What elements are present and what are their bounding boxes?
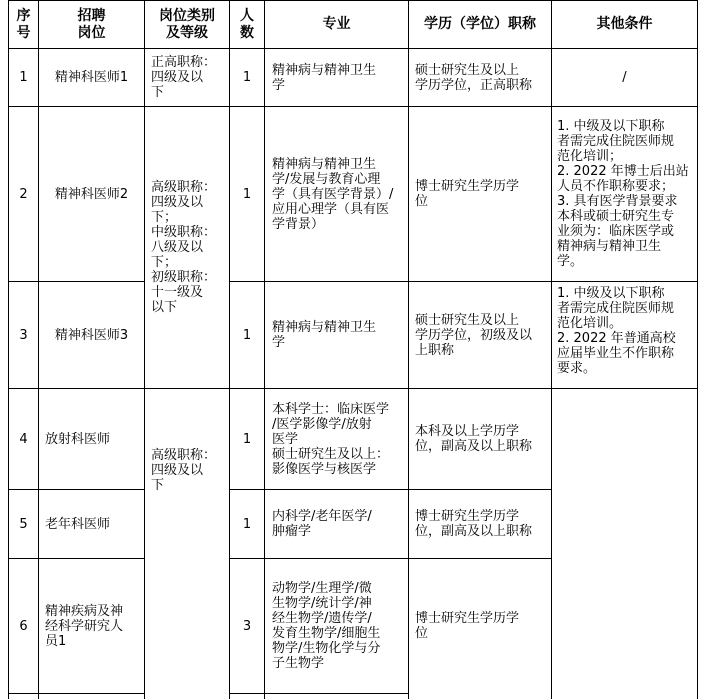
row6-major: 动物学/生理学/微 生物学/统计学/神 经生物学/遗传学/ 发育生物学/细胞生 物学/生物化学与分 子生物学: [272, 581, 381, 671]
row1-other: /: [622, 70, 627, 85]
row4-position: 放射科医师: [45, 431, 111, 447]
header-count: 人 数: [240, 7, 254, 41]
row4-seq: 4: [19, 431, 28, 447]
row6-position: 精神疾病及神 经科学研究人 员1: [45, 603, 124, 649]
row3-other: 1. 中级及以下职称 者需完成住院医师规 范化培训。 2. 2022 年普通高校 应届毕业生不作职称 要求。: [557, 286, 676, 376]
header-category: 岗位类别 及等级: [159, 7, 215, 41]
row4-degree: 本科及以上学历学 位，副高及以上职称: [415, 424, 533, 454]
header-degree: 学历（学位）职称: [424, 16, 536, 32]
header-seq: 序 号: [16, 7, 31, 41]
row2-other: 1. 中级及以下职称 者需完成住院医师规 范化培训； 2. 2022 年博士后出站 人员不作职称要求； 3. 具有医学背景要求 本科或硕士研究生专 业须为：临床医学或 精神病与精神卫生 学。: [557, 119, 689, 269]
rows2-3-category: 高级职称： 四级及以 下； 中级职称： 八级及以 下； 初级职称： 十一级及 以下: [151, 180, 217, 315]
row2-position: 精神科医师2: [54, 186, 129, 202]
row3-position: 精神科医师3: [54, 327, 129, 343]
row3-seq: 3: [19, 327, 28, 343]
row3-degree: 硕士研究生及以上 学历学位，初级及以 上职称: [415, 312, 533, 358]
row6-seq: 6: [19, 618, 28, 634]
row4-major: 本科学士：临床医学 /医学影像学/放射 医学 硕士研究生及以上： 影像医学与核医学: [272, 401, 390, 477]
row1-degree: 硕士研究生及以上 学历学位，正高职称: [415, 62, 533, 93]
row3-major: 精神病与精神卫生 学: [272, 320, 377, 350]
row5-seq: 5: [19, 516, 28, 532]
row5-position: 老年科医师: [45, 516, 111, 532]
row5-major: 内科学/老年医学/ 肿瘤学: [272, 509, 372, 539]
row2-seq: 2: [19, 186, 28, 202]
row1-count: 1: [242, 70, 252, 85]
row2-degree: 博士研究生学历学 位: [415, 179, 520, 209]
row1-seq: 1: [19, 70, 28, 85]
row6-count: 3: [242, 618, 252, 634]
row1-position: 精神科医师1: [54, 70, 129, 85]
row2-count: 1: [242, 186, 252, 202]
row1-category: 正高职称： 四级及以 下: [151, 55, 217, 100]
row5-count: 1: [242, 516, 252, 532]
row3-count: 1: [242, 327, 252, 343]
row1-major: 精神病与精神卫生 学: [272, 62, 377, 93]
rows4-6-category: 高级职称： 四级及以 下: [151, 447, 217, 493]
header-major: 专业: [322, 16, 351, 32]
row4-count: 1: [242, 431, 252, 447]
row6-degree: 博士研究生学历学 位: [415, 611, 520, 641]
header-other: 其他条件: [596, 16, 653, 32]
row2-major: 精神病与精神卫生 学/发展与教育心理 学（具有医学背景）/ 应用心理学（具有医 学背景）: [272, 156, 394, 232]
header-position: 招聘 岗位: [77, 7, 106, 41]
row5-degree: 博士研究生学历学 位，副高及以上职称: [415, 509, 533, 539]
